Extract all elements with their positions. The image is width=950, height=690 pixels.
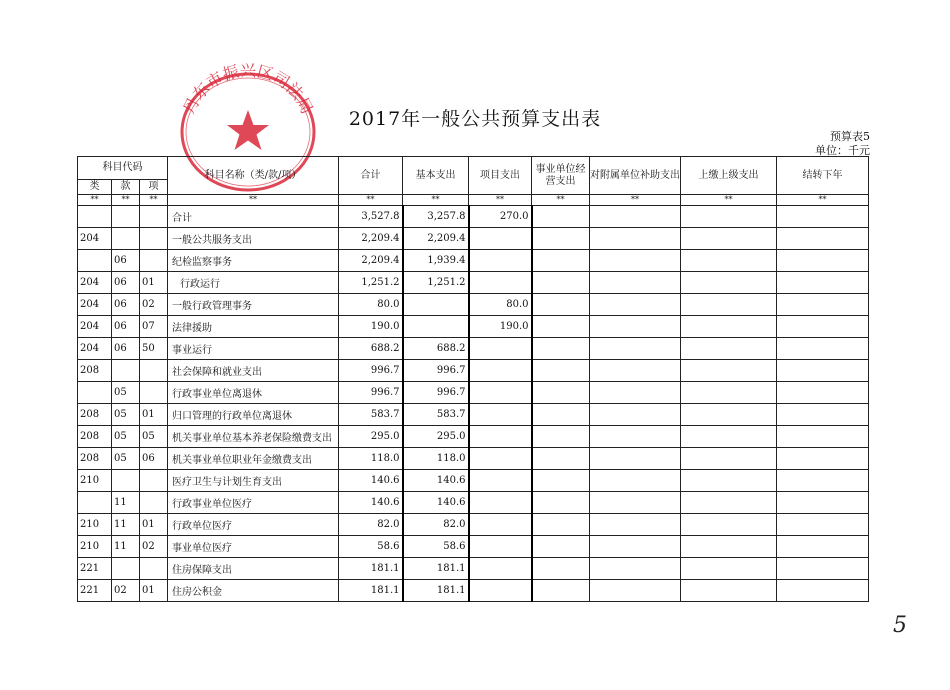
kuan-cell: 06 bbox=[112, 250, 140, 272]
upper-cell bbox=[681, 492, 777, 514]
subsidy-cell bbox=[590, 492, 681, 514]
xiang-cell bbox=[140, 558, 168, 580]
xiang-cell: 02 bbox=[140, 536, 168, 558]
xiang-cell: 07 bbox=[140, 316, 168, 338]
project-cell: 80.0 bbox=[469, 294, 532, 316]
name-cell: 住房公积金 bbox=[168, 580, 339, 602]
name-cell: 行政事业单位离退休 bbox=[168, 382, 339, 404]
name-cell: 一般行政管理事务 bbox=[168, 294, 339, 316]
xiang-cell: 06 bbox=[140, 448, 168, 470]
upper-cell bbox=[681, 536, 777, 558]
lei-cell bbox=[78, 492, 112, 514]
kuan-cell: 11 bbox=[112, 514, 140, 536]
table-row bbox=[78, 514, 869, 536]
business-cell bbox=[532, 404, 590, 426]
subsidy-cell bbox=[590, 360, 681, 382]
xiang-cell: 50 bbox=[140, 338, 168, 360]
upper-cell bbox=[681, 470, 777, 492]
basic-cell: 140.6 bbox=[403, 470, 469, 492]
business-cell bbox=[532, 426, 590, 448]
total-cell: 80.0 bbox=[339, 294, 403, 316]
project-cell bbox=[469, 558, 532, 580]
stars-cell: ** bbox=[681, 195, 777, 206]
name-cell: 行政事业单位医疗 bbox=[168, 492, 339, 514]
name-cell: 行政单位医疗 bbox=[168, 514, 339, 536]
upper-cell bbox=[681, 228, 777, 250]
total-cell: 1,251.2 bbox=[339, 272, 403, 294]
upper-cell bbox=[681, 404, 777, 426]
name-cell: 社会保障和就业支出 bbox=[168, 360, 339, 382]
subsidy-cell bbox=[590, 470, 681, 492]
total-cell: 2,209.4 bbox=[339, 250, 403, 272]
basic-cell: 2,209.4 bbox=[403, 228, 469, 250]
subsidy-cell bbox=[590, 294, 681, 316]
kuan-cell: 05 bbox=[112, 382, 140, 404]
business-cell bbox=[532, 536, 590, 558]
upper-cell bbox=[681, 206, 777, 228]
basic-cell: 140.6 bbox=[403, 492, 469, 514]
project-cell bbox=[469, 272, 532, 294]
subsidy-cell bbox=[590, 514, 681, 536]
lei-cell: 208 bbox=[78, 360, 112, 382]
lei-cell: 210 bbox=[78, 470, 112, 492]
total-cell: 295.0 bbox=[339, 426, 403, 448]
page-number: 5 bbox=[893, 613, 907, 638]
stars-cell: ** bbox=[112, 195, 140, 206]
project-cell bbox=[469, 338, 532, 360]
header-subsidy: 对附属单位补助支出 bbox=[590, 157, 681, 195]
total-cell: 996.7 bbox=[339, 360, 403, 382]
basic-cell: 118.0 bbox=[403, 448, 469, 470]
total-cell: 140.6 bbox=[339, 470, 403, 492]
subsidy-cell bbox=[590, 426, 681, 448]
kuan-cell: 11 bbox=[112, 492, 140, 514]
lei-cell: 204 bbox=[78, 316, 112, 338]
total-cell: 58.6 bbox=[339, 536, 403, 558]
carry-cell bbox=[777, 206, 869, 228]
business-cell bbox=[532, 228, 590, 250]
unit-label: 单位：千元 bbox=[815, 144, 870, 157]
table-row bbox=[78, 272, 869, 294]
business-cell bbox=[532, 338, 590, 360]
name-cell: 事业单位医疗 bbox=[168, 536, 339, 558]
lei-cell: 208 bbox=[78, 404, 112, 426]
header-total: 合计 bbox=[339, 157, 403, 195]
stars-cell: ** bbox=[78, 195, 112, 206]
page-title: 2017年一般公共预算支出表 bbox=[348, 108, 602, 130]
lei-cell: 221 bbox=[78, 558, 112, 580]
project-cell bbox=[469, 404, 532, 426]
header-upper: 上缴上级支出 bbox=[681, 157, 777, 195]
kuan-cell: 05 bbox=[112, 448, 140, 470]
business-cell bbox=[532, 558, 590, 580]
project-cell bbox=[469, 580, 532, 602]
basic-cell: 688.2 bbox=[403, 338, 469, 360]
basic-cell: 82.0 bbox=[403, 514, 469, 536]
carry-cell bbox=[777, 228, 869, 250]
upper-cell bbox=[681, 580, 777, 602]
subsidy-cell bbox=[590, 316, 681, 338]
xiang-cell bbox=[140, 206, 168, 228]
business-cell bbox=[532, 514, 590, 536]
table-row bbox=[78, 294, 869, 316]
kuan-cell: 06 bbox=[112, 272, 140, 294]
name-cell: 机关事业单位职业年金缴费支出 bbox=[168, 448, 339, 470]
xiang-cell bbox=[140, 470, 168, 492]
name-cell: 事业运行 bbox=[168, 338, 339, 360]
subsidy-cell bbox=[590, 558, 681, 580]
xiang-cell bbox=[140, 250, 168, 272]
basic-cell: 3,257.8 bbox=[403, 206, 469, 228]
name-cell: 归口管理的行政单位离退休 bbox=[168, 404, 339, 426]
upper-cell bbox=[681, 294, 777, 316]
header-xiang: 项 bbox=[140, 180, 168, 195]
table-row bbox=[78, 536, 869, 558]
table-row bbox=[78, 558, 869, 580]
total-cell: 118.0 bbox=[339, 448, 403, 470]
total-cell: 181.1 bbox=[339, 580, 403, 602]
kuan-cell bbox=[112, 228, 140, 250]
lei-cell bbox=[78, 250, 112, 272]
carry-cell bbox=[777, 294, 869, 316]
header-kuan: 款 bbox=[112, 180, 140, 195]
xiang-cell: 01 bbox=[140, 404, 168, 426]
business-cell bbox=[532, 272, 590, 294]
upper-cell bbox=[681, 338, 777, 360]
upper-cell bbox=[681, 360, 777, 382]
project-cell bbox=[469, 250, 532, 272]
total-cell: 2,209.4 bbox=[339, 228, 403, 250]
project-cell bbox=[469, 228, 532, 250]
project-cell bbox=[469, 426, 532, 448]
table-row bbox=[78, 492, 869, 514]
basic-cell bbox=[403, 316, 469, 338]
subsidy-cell bbox=[590, 250, 681, 272]
carry-cell bbox=[777, 448, 869, 470]
subsidy-cell bbox=[590, 272, 681, 294]
upper-cell bbox=[681, 514, 777, 536]
carry-cell bbox=[777, 316, 869, 338]
basic-cell: 181.1 bbox=[403, 580, 469, 602]
basic-cell: 58.6 bbox=[403, 536, 469, 558]
table-row bbox=[78, 580, 869, 602]
lei-cell: 204 bbox=[78, 228, 112, 250]
total-cell: 190.0 bbox=[339, 316, 403, 338]
lei-cell: 204 bbox=[78, 272, 112, 294]
carry-cell bbox=[777, 338, 869, 360]
kuan-cell bbox=[112, 360, 140, 382]
stars-cell: ** bbox=[532, 195, 590, 206]
name-cell: 住房保障支出 bbox=[168, 558, 339, 580]
carry-cell bbox=[777, 492, 869, 514]
total-cell: 181.1 bbox=[339, 558, 403, 580]
name-cell: 行政运行 bbox=[168, 272, 339, 294]
total-cell: 583.7 bbox=[339, 404, 403, 426]
project-cell bbox=[469, 448, 532, 470]
project-cell bbox=[469, 514, 532, 536]
business-cell bbox=[532, 492, 590, 514]
subsidy-cell bbox=[590, 580, 681, 602]
kuan-cell: 06 bbox=[112, 338, 140, 360]
table-row bbox=[78, 316, 869, 338]
svg-text:丹东市振兴区司法局: 丹东市振兴区司法局 bbox=[179, 62, 317, 118]
kuan-cell bbox=[112, 558, 140, 580]
lei-cell: 210 bbox=[78, 536, 112, 558]
kuan-cell bbox=[112, 470, 140, 492]
header-business: 事业单位经营支出 bbox=[532, 157, 590, 195]
business-cell bbox=[532, 470, 590, 492]
xiang-cell: 01 bbox=[140, 580, 168, 602]
business-cell bbox=[532, 250, 590, 272]
subsidy-cell bbox=[590, 404, 681, 426]
upper-cell bbox=[681, 250, 777, 272]
basic-cell bbox=[403, 294, 469, 316]
name-cell: 纪检监察事务 bbox=[168, 250, 339, 272]
subsidy-cell bbox=[590, 228, 681, 250]
table-row bbox=[78, 338, 869, 360]
total-cell: 3,527.8 bbox=[339, 206, 403, 228]
table-row bbox=[78, 206, 869, 228]
carry-cell bbox=[777, 558, 869, 580]
name-cell: 机关事业单位基本养老保险缴费支出 bbox=[168, 426, 339, 448]
table-row bbox=[78, 448, 869, 470]
total-cell: 140.6 bbox=[339, 492, 403, 514]
lei-cell: 221 bbox=[78, 580, 112, 602]
upper-cell bbox=[681, 448, 777, 470]
header-basic: 基本支出 bbox=[403, 157, 469, 195]
upper-cell bbox=[681, 558, 777, 580]
project-cell: 190.0 bbox=[469, 316, 532, 338]
lei-cell bbox=[78, 382, 112, 404]
lei-cell: 204 bbox=[78, 338, 112, 360]
table-row bbox=[78, 382, 869, 404]
table-row bbox=[78, 228, 869, 250]
xiang-cell bbox=[140, 228, 168, 250]
business-cell bbox=[532, 316, 590, 338]
table-row bbox=[78, 404, 869, 426]
carry-cell bbox=[777, 514, 869, 536]
xiang-cell bbox=[140, 492, 168, 514]
business-cell bbox=[532, 294, 590, 316]
stars-cell: ** bbox=[777, 195, 869, 206]
business-cell bbox=[532, 360, 590, 382]
business-cell bbox=[532, 382, 590, 404]
project-cell bbox=[469, 470, 532, 492]
subsidy-cell bbox=[590, 338, 681, 360]
upper-cell bbox=[681, 426, 777, 448]
total-cell: 688.2 bbox=[339, 338, 403, 360]
business-cell bbox=[532, 206, 590, 228]
name-cell: 一般公共服务支出 bbox=[168, 228, 339, 250]
basic-cell: 1,939.4 bbox=[403, 250, 469, 272]
project-cell bbox=[469, 536, 532, 558]
table-row bbox=[78, 426, 869, 448]
kuan-cell: 05 bbox=[112, 404, 140, 426]
carry-cell bbox=[777, 382, 869, 404]
expenditure-table bbox=[77, 156, 869, 602]
xiang-cell: 01 bbox=[140, 272, 168, 294]
table-row bbox=[78, 360, 869, 382]
xiang-cell: 01 bbox=[140, 514, 168, 536]
kuan-cell: 06 bbox=[112, 316, 140, 338]
table-row bbox=[78, 250, 869, 272]
stars-cell: ** bbox=[469, 195, 532, 206]
upper-cell bbox=[681, 316, 777, 338]
basic-cell: 996.7 bbox=[403, 360, 469, 382]
stars-row bbox=[78, 195, 869, 206]
stars-cell: ** bbox=[140, 195, 168, 206]
subsidy-cell bbox=[590, 382, 681, 404]
header-carry: 结转下年 bbox=[777, 157, 869, 195]
total-cell: 82.0 bbox=[339, 514, 403, 536]
table-body bbox=[78, 206, 869, 602]
xiang-cell: 05 bbox=[140, 426, 168, 448]
header-project: 项目支出 bbox=[469, 157, 532, 195]
project-cell bbox=[469, 492, 532, 514]
table-number: 预算表5 bbox=[830, 130, 870, 143]
kuan-cell: 11 bbox=[112, 536, 140, 558]
table-row bbox=[78, 470, 869, 492]
carry-cell bbox=[777, 250, 869, 272]
basic-cell: 295.0 bbox=[403, 426, 469, 448]
header-lei: 类 bbox=[78, 180, 112, 195]
upper-cell bbox=[681, 272, 777, 294]
kuan-cell: 02 bbox=[112, 580, 140, 602]
xiang-cell bbox=[140, 382, 168, 404]
kuan-cell: 05 bbox=[112, 426, 140, 448]
kuan-cell: 06 bbox=[112, 294, 140, 316]
subsidy-cell bbox=[590, 206, 681, 228]
business-cell bbox=[532, 448, 590, 470]
subsidy-cell bbox=[590, 536, 681, 558]
basic-cell: 1,251.2 bbox=[403, 272, 469, 294]
project-cell bbox=[469, 382, 532, 404]
carry-cell bbox=[777, 470, 869, 492]
basic-cell: 181.1 bbox=[403, 558, 469, 580]
lei-cell: 204 bbox=[78, 294, 112, 316]
subsidy-cell bbox=[590, 448, 681, 470]
carry-cell bbox=[777, 580, 869, 602]
name-cell: 医疗卫生与计划生育支出 bbox=[168, 470, 339, 492]
stars-cell: ** bbox=[168, 195, 339, 206]
carry-cell bbox=[777, 426, 869, 448]
total-cell: 996.7 bbox=[339, 382, 403, 404]
kuan-cell bbox=[112, 206, 140, 228]
project-cell bbox=[469, 360, 532, 382]
name-cell: 合计 bbox=[168, 206, 339, 228]
lei-cell: 208 bbox=[78, 448, 112, 470]
lei-cell: 208 bbox=[78, 426, 112, 448]
header-subject-name: 科目名称（类/款/项） bbox=[168, 157, 339, 195]
carry-cell bbox=[777, 404, 869, 426]
stars-cell: ** bbox=[403, 195, 469, 206]
stars-cell: ** bbox=[339, 195, 403, 206]
lei-cell bbox=[78, 206, 112, 228]
stars-cell: ** bbox=[590, 195, 681, 206]
business-cell bbox=[532, 580, 590, 602]
carry-cell bbox=[777, 536, 869, 558]
name-cell: 法律援助 bbox=[168, 316, 339, 338]
project-cell: 270.0 bbox=[469, 206, 532, 228]
lei-cell: 210 bbox=[78, 514, 112, 536]
carry-cell bbox=[777, 272, 869, 294]
upper-cell bbox=[681, 382, 777, 404]
basic-cell: 996.7 bbox=[403, 382, 469, 404]
carry-cell bbox=[777, 360, 869, 382]
header-subject-code: 科目代码 bbox=[78, 157, 168, 180]
xiang-cell bbox=[140, 360, 168, 382]
xiang-cell: 02 bbox=[140, 294, 168, 316]
basic-cell: 583.7 bbox=[403, 404, 469, 426]
